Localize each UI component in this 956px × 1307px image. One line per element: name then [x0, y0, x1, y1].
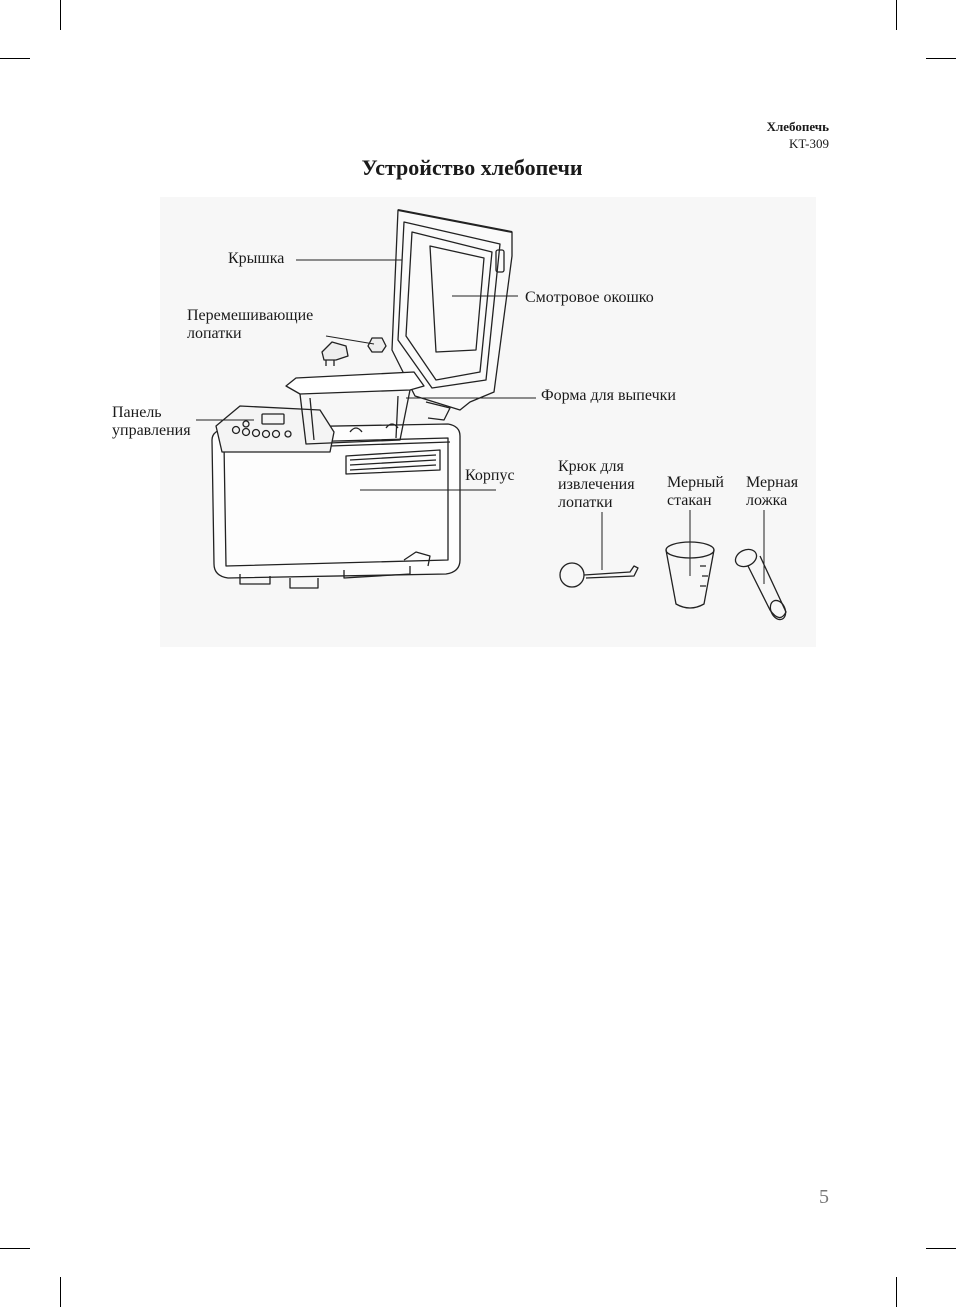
crop-mark — [0, 1248, 30, 1249]
label-spoon: Мерная ложка — [746, 474, 799, 509]
label-panel: Панель управления — [112, 404, 191, 439]
label-paddles: Перемешивающие лопатки — [187, 307, 314, 342]
crop-mark — [926, 1248, 956, 1249]
header-product: Хлебопечь — [766, 119, 829, 134]
label-lid: Крышка — [228, 250, 285, 267]
page-number: 5 — [819, 1186, 829, 1208]
label-window: Смотровое окошко — [525, 289, 654, 306]
page-title: Устройство хлебопечи — [361, 155, 583, 180]
header-model: KT-309 — [789, 136, 829, 151]
crop-mark — [896, 1277, 897, 1307]
label-body: Корпус — [465, 467, 515, 484]
label-cup: Мерный стакан — [667, 474, 724, 509]
label-pan: Форма для выпечки — [541, 387, 676, 404]
label-hook: Крюк для извлечения лопатки — [558, 458, 635, 511]
control-panel-drawing — [216, 406, 334, 452]
crop-mark — [60, 1277, 61, 1307]
